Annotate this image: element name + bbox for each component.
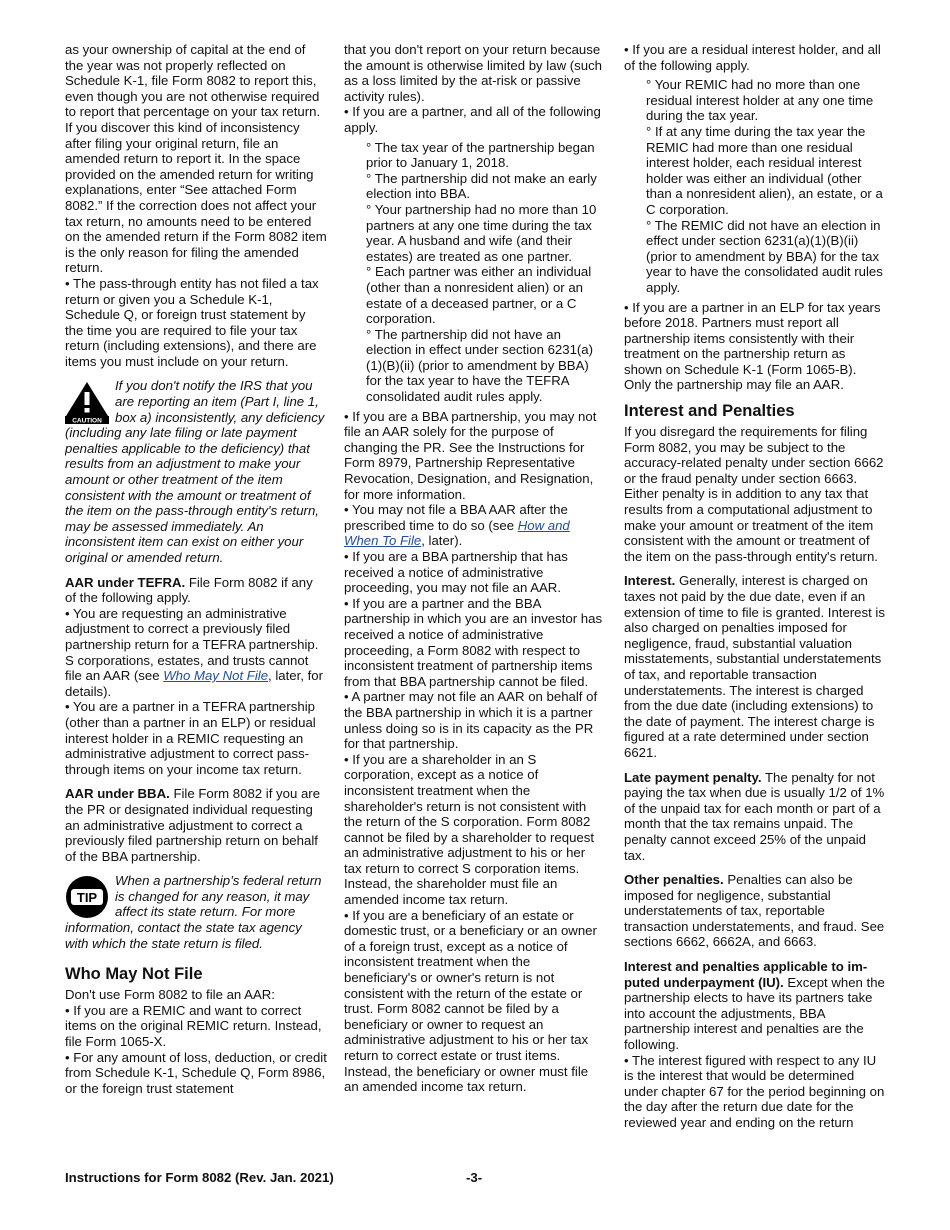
late-payment-text: The penalty for not paying the tax when due is usually 1/2 of 1% of the unpaid tax for each month or part of a month that the tax remains unpaid. The penalty cannot exceed 25% of the unpaid tax.: [624, 769, 885, 863]
bba-paragraph: [65, 786, 327, 864]
bba-heading: AAR under BBA.: [65, 786, 170, 802]
paragraph: as your ownership of capital at the end of the year was not properly reflected on Schedule K-1, file Form 8082 to report this, even though you are not otherwise required to report that percentage on your tax return. If you discover this kind of inconsistency after filing your original return, file an amended return to report it. In the space provided on the amended return for writing explanations, enter “See attached Form 8082.” If the correction does not affect your tax return, no amounts need to be entered on the amended return if the Form 8082 item is the only reason for filing the amended return.: [65, 42, 327, 276]
bullet-item: • For any amount of loss, deduction, or credit from Schedule K-1, Schedule Q, Form 8986, or the foreign trust statement: [65, 1049, 327, 1096]
caution-note: [65, 378, 327, 565]
bullet-item: • If you are a partner, and all of the following apply.: [344, 104, 601, 135]
caution-text: If you don't notify the IRS that you are reporting an item (Part I, line 1, box a) inconsistently, any deficiency (including any late filing or late payment penalties applicable to the deficiency) that results from an adjustment to make your amount or other treatment of the item consistent with the amount or treatment of the item on the pass-through entity's return, may be assessed immediately. An inconsistent item can exist on either your original or amended return.: [65, 378, 325, 565]
bullet-item: • If you are a partner and the BBA partnership in which you are an investor has received a notice of administrative proceeding, a Form 8082 with respect to inconsistent treatment of partnership items from that BBA partnership cannot be filed.: [344, 595, 603, 689]
paragraph: that you don't report on your return because the amount is otherwise limited by law (such as a loss limited by the at-risk or passive activity rules).: [344, 42, 602, 104]
sub-item: ° The REMIC did not have an election in effect under section 6231(a)(1)(B)(ii) (prior to amendment by BBA) for the tax year to have the consolidated audit rules apply.: [646, 217, 883, 295]
iu-heading: Interest and penalties applicable to im-puted underpayment (IU).: [624, 959, 868, 990]
bullet-item: • The interest figured with respect to any IU is the interest that would be determined under chapter 67 for the period beginning on the day after the return due date for the reviewed year and ending on the return: [624, 1052, 885, 1130]
footer-form-title: Instructions for Form 8082 (Rev. Jan. 2021): [65, 1170, 334, 1185]
bullet-item: [344, 502, 606, 549]
bullet-text: , later).: [421, 533, 463, 549]
who-may-not-file-link[interactable]: Who May Not File: [163, 668, 269, 684]
bullet-text: , later, for details).: [65, 668, 324, 699]
bullet-item: • If you are a partner in an ELP for tax years before 2018. Partners must report all partnership items consistently with their treatment on the partnership return as shown on Schedule K-1 (Form 1065-B). Only the partnership may file an AAR.: [624, 299, 881, 393]
caution-icon: [65, 380, 109, 424]
tefra-heading: AAR under TEFRA.: [65, 574, 186, 590]
iu-paragraph: [624, 959, 886, 1053]
caution-label: CAUTION: [72, 417, 102, 425]
other-penalties-paragraph: [624, 872, 886, 950]
bullet-item: • If you are a BBA partnership that has received a notice of administrative proceeding, you may not file an AAR.: [344, 549, 568, 596]
tip-label: TIP: [76, 890, 98, 906]
sub-item: ° The partnership did not make an early election into BBA.: [366, 170, 597, 202]
interest-text: Generally, interest is charged on taxes not paid by the due date, even if an extension of time to file is granted. Interest is also charged on penalties imposed for negligence, fraud, substantial valuation misstatements, substantial understatements of tax, and reportable transaction understatements. The interest is charged from the due date (including extensions) to the date of payment. The interest charge is figured at a rate determined under section 6621.: [624, 573, 885, 760]
other-penalties-text: Penalties can also be imposed for negligence, substantial understatements of tax, reportable transaction understatements, and fraud. See sections 6662, 6662A, and 6663.: [624, 872, 885, 950]
tip-icon: [65, 875, 109, 919]
bullet-item: • The pass-through entity has not filed a tax return or given you a Schedule K-1, Schedule Q, or foreign trust statement by the time you are required to file your tax return (including extensions), and there are items you must include on your return.: [65, 275, 319, 369]
column-2: [344, 42, 606, 1095]
section-heading-who-may-not-file: Who May Not File: [65, 965, 203, 984]
section-heading-interest-and-penalties: Interest and Penalties: [624, 402, 795, 421]
bullet-text: • You are requesting an administrative adjustment to correct a previously filed partnership return for a TEFRA partnership. S corporations, estates, and trusts cannot file an AAR (see: [65, 605, 319, 684]
sub-item: ° If at any time during the tax year the REMIC had more than one residual interest holder, each residual interest holder was either an individual (other than a nonresident alien), an estate, or a C corporation.: [646, 123, 883, 217]
interest-paragraph: [624, 573, 886, 760]
bullet-item: • A partner may not file an AAR on behalf of the BBA partnership in which it is a partner unless doing so is in its capacity as the PR for that partnership.: [344, 689, 598, 752]
bullet-item: • If you are a BBA partnership, you may not file an AAR solely for the purpose of changing the PR. See the Instructions for Form 8979, Partnership Representative Revocation, Designation, and Resignation, for more information.: [344, 408, 597, 502]
column-1: [65, 42, 327, 1096]
bullet-item: • If you are a beneficiary of an estate or domestic trust, or a beneficiary or an owner of a foreign trust, except as a notice of inconsistent treatment when the beneficiary's or owner's return is not consistent with the return of the estate or trust. Form 8082 cannot be filed by a beneficiary or owner to request an administrative adjustment to his or her tax return to correct estate or trust items. Instead, the beneficiary or owner must file an amended income tax return.: [344, 907, 597, 1095]
column-3: [624, 42, 886, 1131]
iu-text: Except when the partnership elects to have its partners take into account the adjustments, BBA partnership interest and penalties are the following.: [624, 974, 885, 1053]
paragraph: Don't use Form 8082 to file an AAR:: [65, 987, 275, 1003]
sub-item: ° Your partnership had no more than 10 partners at any one time during the tax year. A husband and wife (and their estates) are treated as one partner.: [366, 201, 597, 264]
how-and-when-to-file-link[interactable]: How and When To File: [344, 517, 570, 549]
paragraph: If you disregard the requirements for filing Form 8082, you may be subject to the accuracy-related penalty under section 6662 or the fraud penalty under section 6663. Either penalty is in addition to any tax that results from a computational adjustment to make your amount or treatment of the item consistent with the amount or treatment of the item on the pass-through entity's return.: [624, 424, 884, 564]
bba-text: File Form 8082 if you are the PR or designated individual requesting an administrative adjustment to correct a previously filed partnership return on behalf of the BBA partnership.: [65, 786, 321, 864]
sub-item: ° Your REMIC had no more than one residual interest holder at any one time during the tax year.: [646, 77, 874, 124]
bullet-item: • You are a partner in a TEFRA partnership (other than a partner in an ELP) or residual interest holder in a REMIC requesting an administrative adjustment to correct pass-through items on your income tax return.: [65, 699, 316, 777]
tefra-text: File Form 8082 if any of the following apply.: [65, 574, 313, 606]
late-payment-heading: Late payment penalty.: [624, 769, 762, 785]
sub-item: ° The partnership did not have an election in effect under section 6231(a)(1)(B)(ii) (prior to amendment by BBA) for the tax year to have the TEFRA consolidated audit rules apply.: [366, 326, 594, 405]
interest-heading: Interest.: [624, 573, 676, 589]
page-number: -3-: [466, 1170, 483, 1185]
bullet-item: • If you are a shareholder in an S corporation, except as a notice of inconsistent treatment when the shareholder's return is not consistent with the return of the S corporation. Form 8082 cannot be filed by a shareholder to request an administrative adjustment to his or her tax return to correct S corporation items. Instead, the shareholder must file an amended income tax return.: [344, 751, 594, 908]
sub-item: ° The tax year of the partnership began prior to January 1, 2018.: [366, 139, 595, 171]
late-payment-paragraph: [624, 770, 886, 864]
sub-item: ° Each partner was either an individual (other than a nonresident alien) or an estate of a deceased partner, or a C corporation.: [366, 264, 592, 327]
bullet-item: • If you are a REMIC and want to correct items on the original REMIC return. Instead, file Form 1065-X.: [65, 1002, 322, 1050]
bullet-text: • You may not file a BBA AAR after the prescribed time to do so (see: [344, 502, 568, 533]
other-penalties-heading: Other penalties.: [624, 872, 724, 888]
tip-note: [65, 873, 327, 951]
bullet-item: [65, 606, 327, 700]
tip-text: When a partnership’s federal return is changed for any reason, it may affect its state return. For more information, contact the state tax agency with which the state return is filed.: [65, 873, 322, 951]
tefra-paragraph: [65, 575, 327, 606]
bullet-item: • If you are a residual interest holder, and all of the following apply.: [624, 42, 881, 73]
